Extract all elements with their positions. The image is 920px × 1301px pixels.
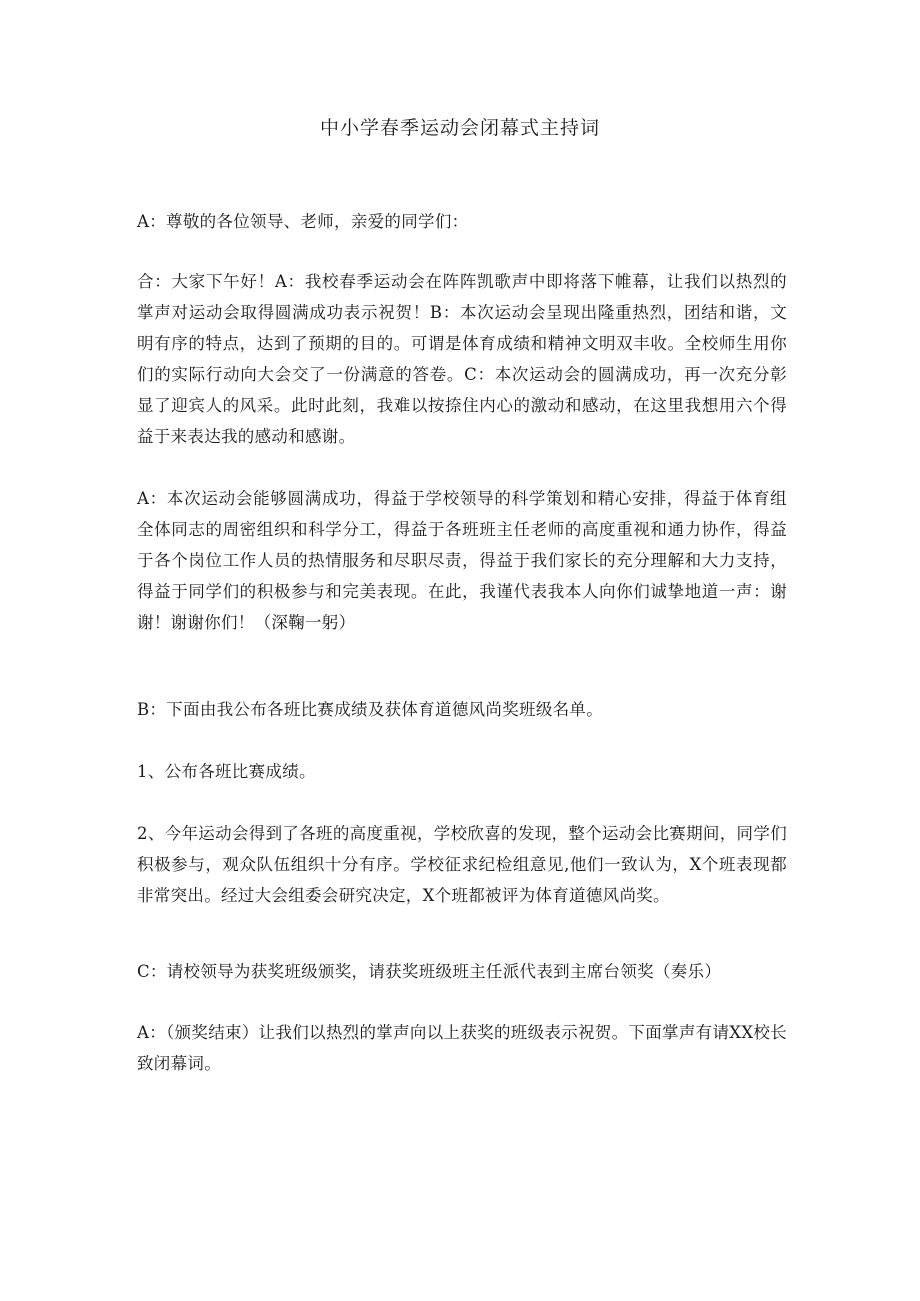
list-item-2: 2、今年运动会得到了各班的高度重视，学校欣喜的发现，整个运动会比赛期间，同学们积极参与，观众队伍组织十分有序。学校征求纪检组意见,他们一致认为，X个班表现都非常突出。经过大会组委会研究决定，X个班都被评为体育道德风尚奖。 [137, 824, 787, 905]
thanks-paragraph: A：本次运动会能够圆满成功，得益于学校领导的科学策划和精心安排，得益于体育组全体同志的周密组织和科学分工，得益于各班班主任老师的高度重视和通力协作，得益于各个岗位工作人员的热情服务和尽职尽责，得益于我们家长的充分理解和大力支持，得益于同学们的积极参与和完美表现。在此，我谨代表我本人向你们诚挚地道一声：谢谢！谢谢你们！（深鞠一躬） [137, 489, 787, 632]
opening-paragraph: 合：大家下午好！A：我校春季运动会在阵阵凯歌声中即将落下帷幕，让我们以热烈的掌声对运动会取得圆满成功表示祝贺！B：本次运动会呈现出隆重热烈，团结和谐，文明有序的特点，达到了预期的目的。可谓是体育成绩和精神文明双丰收。全校师生用你们的实际行动向大会交了一份满意的答卷。C：本次运动会的圆满成功，再一次充分彰显了迎宾人的风采。此时此刻，我难以按捺住内心的激动和感动，在这里我想用六个得益于来表达我的感动和感谢。 [137, 272, 787, 446]
greeting-paragraph: A：尊敬的各位领导、老师，亲爱的同学们： [137, 212, 469, 231]
award-paragraph: C：请校领导为获奖班级颁奖，请获奖班级班主任派代表到主席台领奖（奏乐） [137, 962, 722, 981]
document-title: 中小学春季运动会闭幕式主持词 [319, 117, 600, 139]
announce-paragraph: B：下面由我公布各班比赛成绩及获体育道德风尚奖班级名单。 [137, 700, 604, 719]
list-item-1: 1、公布各班比赛成绩。 [137, 762, 316, 781]
closing-paragraph: A：（颁奖结束）让我们以热烈的掌声向以上获奖的班级表示祝贺。下面掌声有请XX校长致闭幕词。 [137, 1023, 787, 1073]
